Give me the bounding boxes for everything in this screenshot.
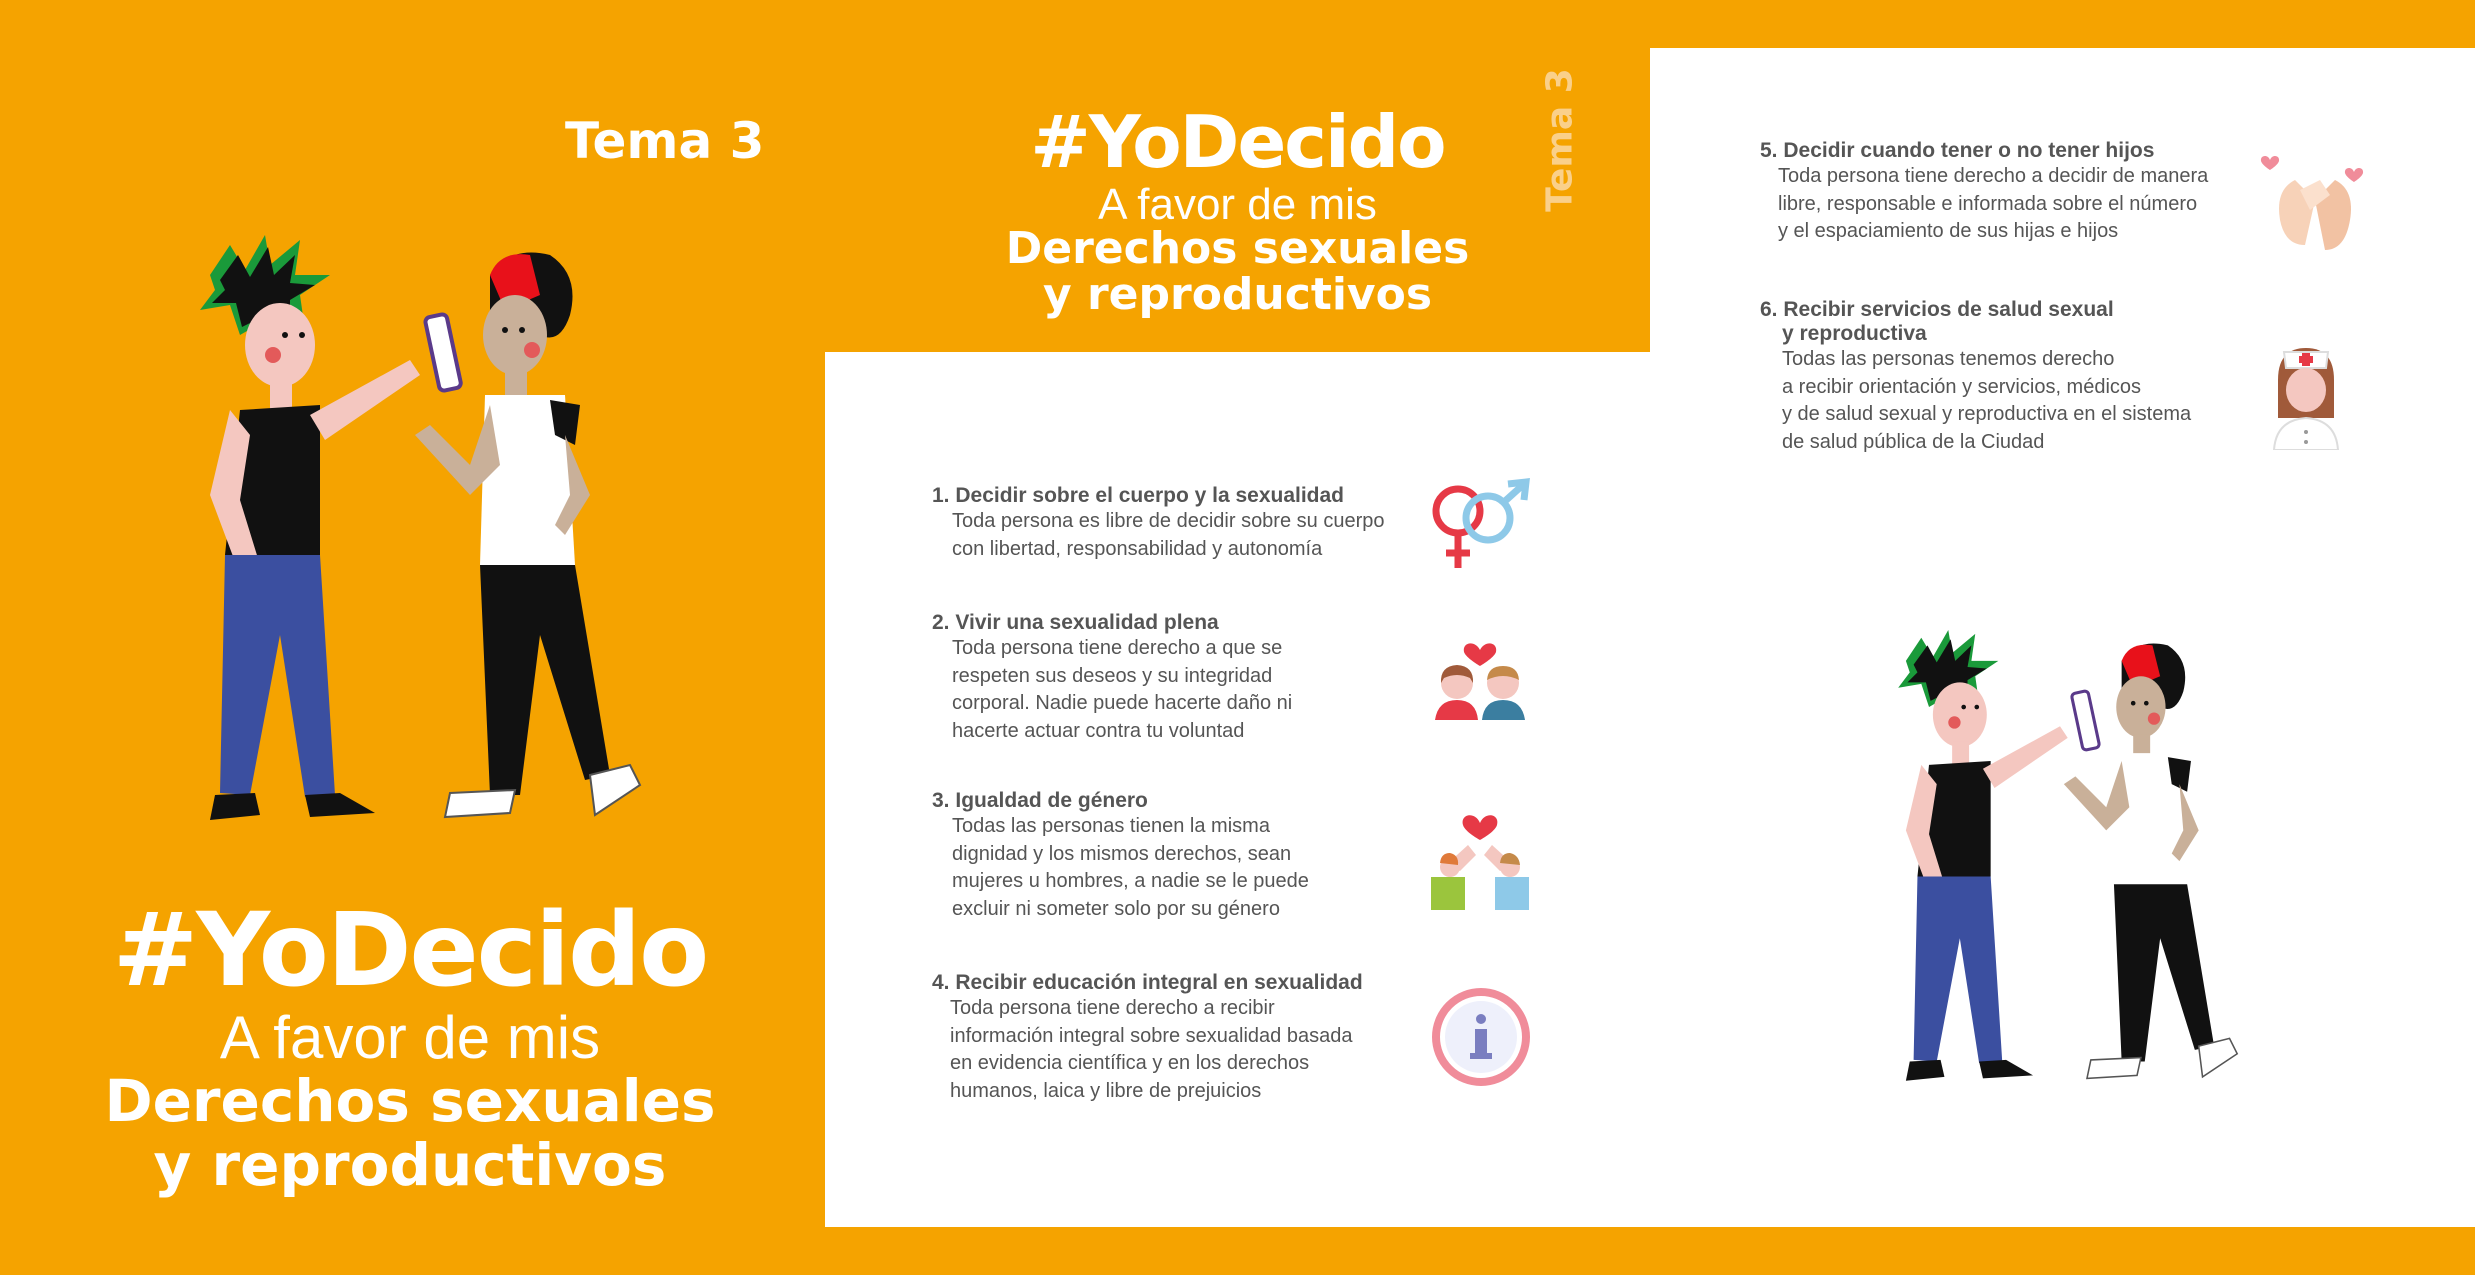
right-item-4 — [932, 971, 1363, 1105]
couple-heart-icon — [1430, 628, 1530, 720]
right-item-6 — [1760, 298, 2191, 456]
person-spiky-hair — [200, 235, 462, 820]
right-body: Toda persona tiene derecho a recibir información integral sobre sexualidad basada en evidencia científica y en los derechos humanos, laica y libre de prejuicios — [950, 997, 1353, 1102]
cover-tema-label: Tema 3 — [565, 112, 765, 170]
right-title: 4. Recibir educación integral en sexualidad — [932, 971, 1363, 994]
right-item-2 — [932, 611, 1292, 745]
right-title: 3. Igualdad de género — [932, 789, 1148, 812]
right-illustration-youth — [1870, 630, 2250, 1100]
right-body: Toda persona tiene derecho a decidir de manera libre, responsable e informada sobre el número y el espaciamiento de sus hijas e hijos — [1778, 165, 2209, 242]
cover-hashtag: #YoDecido — [112, 891, 708, 1010]
nurse-icon — [2270, 340, 2342, 450]
cover-favor-text: A favor de mis — [219, 1004, 601, 1071]
right-body: Toda persona es libre de decidir sobre su cuerpo con libertad, responsabilidad y autonomía — [952, 510, 1385, 560]
header-reproductivos-text: y reproductivos — [1042, 269, 1433, 320]
right-item-5 — [1760, 139, 2208, 246]
right-body: Toda persona tiene derecho a que se respeten sus deseos y su integridad corporal. Nadie puede hacerte daño ni hacerte actuar contra tu voluntad — [952, 637, 1293, 742]
right-title: 6. Recibir servicios de salud sexual — [1760, 298, 2114, 321]
right-title: 2. Vivir una sexualidad plena — [932, 611, 1219, 634]
cover-title-block — [0, 891, 820, 1199]
header-derechos-text: Derechos sexuales — [1005, 223, 1470, 274]
info-icon — [1430, 986, 1532, 1088]
right-body: Todas las personas tienen la misma dignidad y los mismos derechos, sean mujeres u hombres, a nadie se le puede excluir ni someter solo por su género — [952, 815, 1309, 920]
right-item-1 — [932, 484, 1384, 563]
right-title: 5. Decidir cuando tener o no tener hijos — [1760, 139, 2155, 162]
cover-derechos-text: Derechos sexuales — [104, 1067, 716, 1135]
right-item-3 — [932, 789, 1309, 923]
right-body: Todas las personas tenemos derecho a recibir orientación y servicios, médicos y de salud sexual y reproductiva en el sistema de salud pública de la Ciudad — [1782, 348, 2192, 453]
holding-hands-icon — [2260, 150, 2370, 255]
header-tema-vertical — [1530, 70, 1590, 210]
tema-vertical-text: Tema 3 — [1539, 68, 1581, 212]
high-five-heart-icon — [1428, 805, 1533, 910]
right-title-line2: y reproductiva — [1782, 322, 1927, 345]
right-title: 1. Decidir sobre el cuerpo y la sexualidad — [932, 484, 1345, 507]
cover-reproductivos-text: y reproductivos — [153, 1131, 667, 1199]
cover-illustration-youth — [170, 235, 650, 845]
header-hashtag: #YoDecido — [1030, 100, 1445, 184]
gender-symbols-icon — [1428, 478, 1533, 573]
header-title-block — [900, 100, 1575, 318]
header-favor-text: A favor de mis — [1098, 180, 1377, 229]
